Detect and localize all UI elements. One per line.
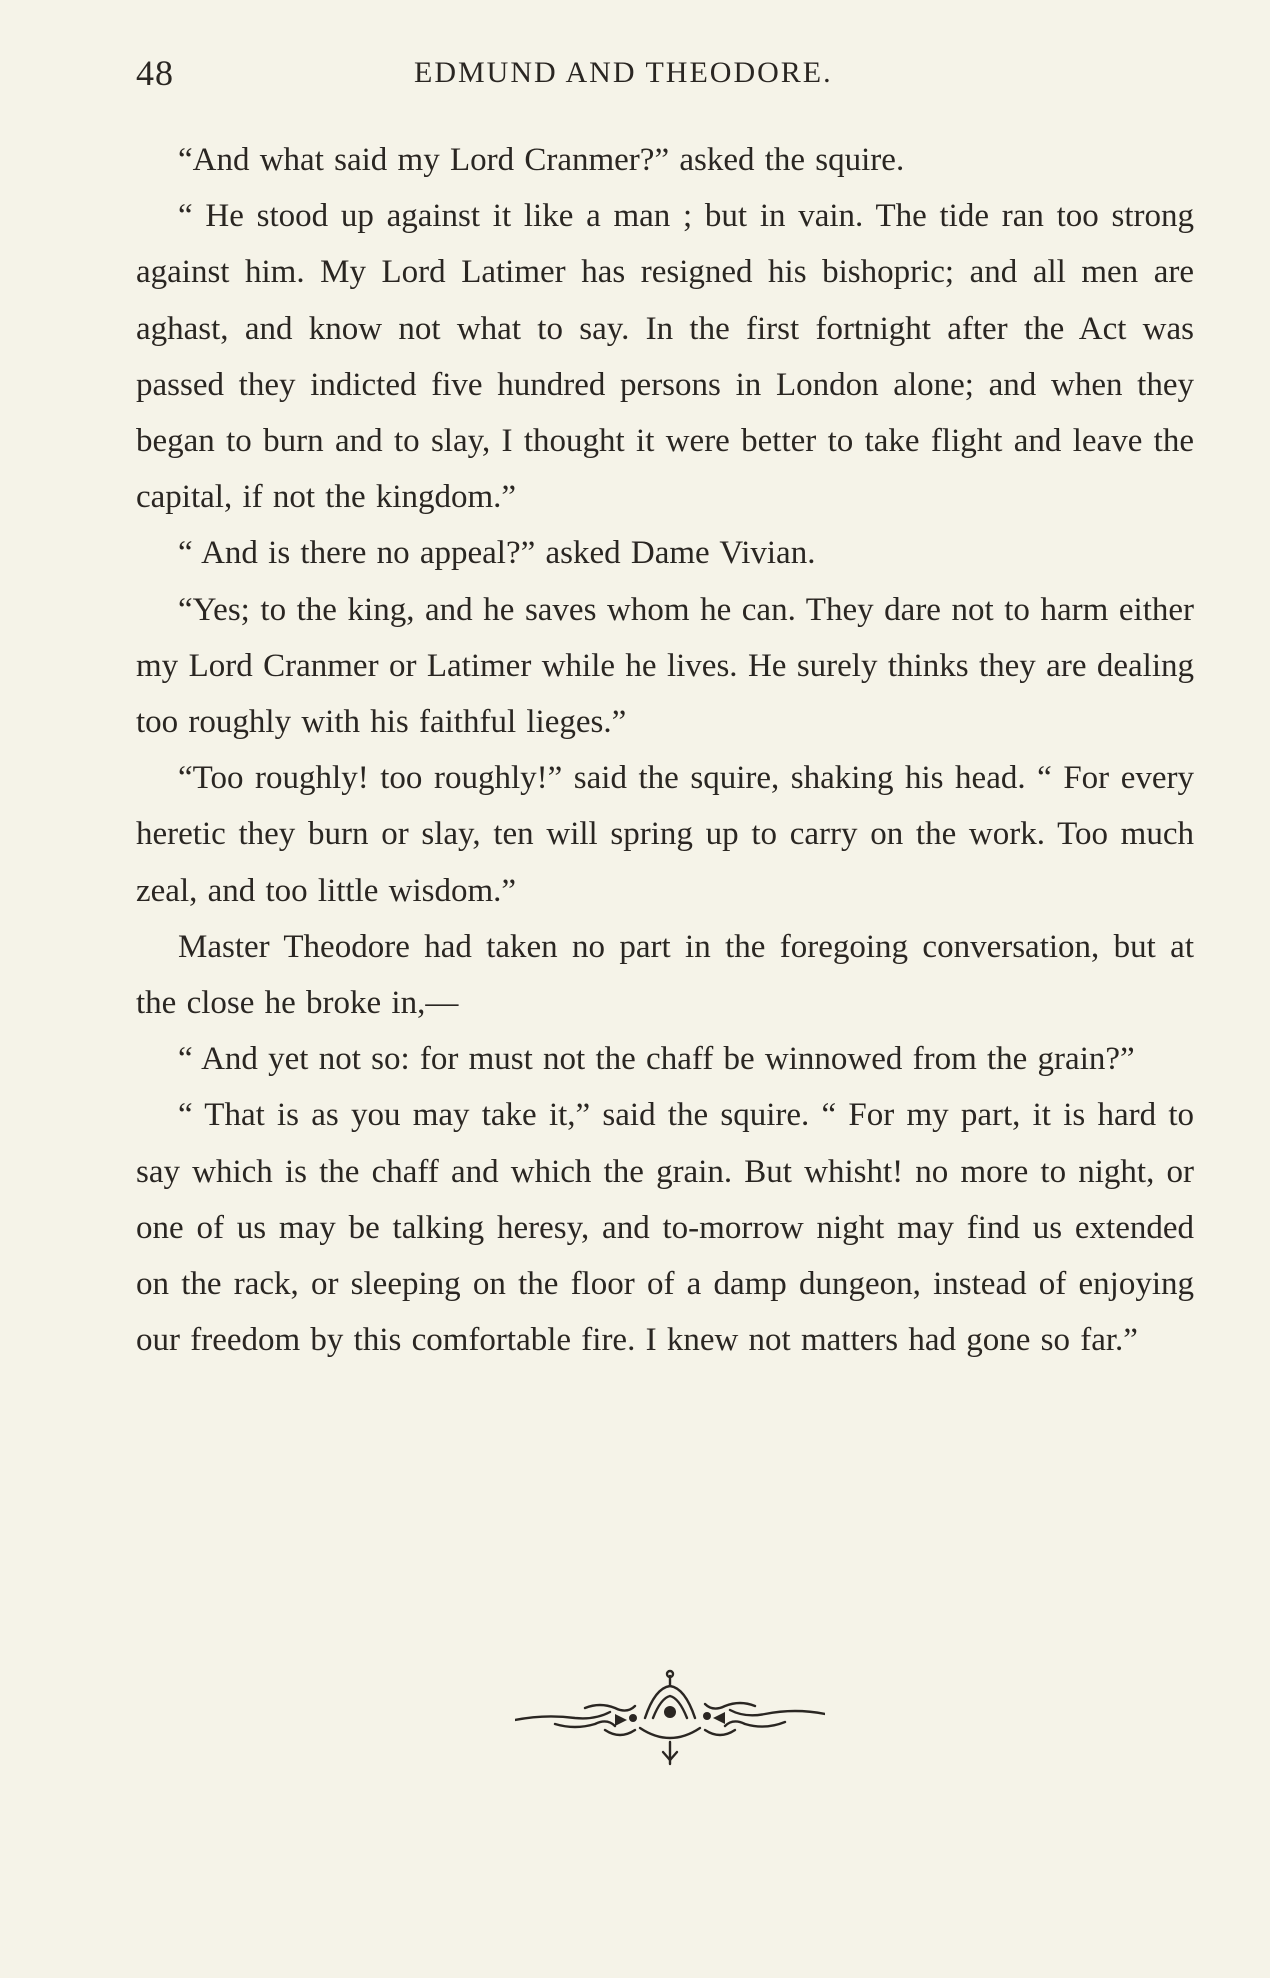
running-head: EDMUND AND THEODORE.	[414, 56, 833, 89]
paragraph: “Yes; to the king, and he saves whom he can. They dare not to harm either my Lord Cranmer or Latimer while he lives. He surely thinks they are dealing too roughly with his faithful lieges.”	[136, 591, 1194, 741]
paragraph: “ And yet not so: for must not the chaff be winnowed from the grain?”	[178, 1041, 1135, 1078]
page-number: 48	[136, 53, 174, 93]
paragraph: “ And is there no appeal?” asked Dame Vivian.	[178, 535, 816, 572]
paragraph: “ He stood up against it like a man ; but in vain. The tide ran too strong against him. My Lord Latimer has resigned his bishopric; and all men are aghast, and know not what to say. In the first fortnight after the Act was passed they indicted five hundred persons in London alone; and when they began to burn and to slay, I thought it were better to take flight and leave the capital, if not the kingdom.”	[136, 198, 1194, 516]
paragraph: “ That is as you may take it,” said the squire. “ For my part, it is hard to say which is the chaff and which the grain. But whisht! no more to night, or one of us may be talking heresy, and to-morrow night may find us extended on the rack, or sleeping on the floor of a damp dungeon, instead of enjoying our freedom by this comfortable fire. I knew not matters had gone so far.”	[136, 1097, 1194, 1359]
paragraph: “And what said my Lord Cranmer?” asked the squire.	[178, 142, 905, 178]
tailpiece-ornament-icon	[515, 1668, 825, 1768]
body-text	[136, 132, 1194, 1368]
page-header	[136, 52, 1196, 102]
paragraph: “Too roughly! too roughly!” said the squire, shaking his head. “ For every heretic they burn or slay, ten will spring up to carry on the work. Too much zeal, and too little wisdom.”	[136, 760, 1194, 909]
paragraph: Master Theodore had taken no part in the foregoing conversation, but at the close he broke in,—	[136, 928, 1194, 1022]
